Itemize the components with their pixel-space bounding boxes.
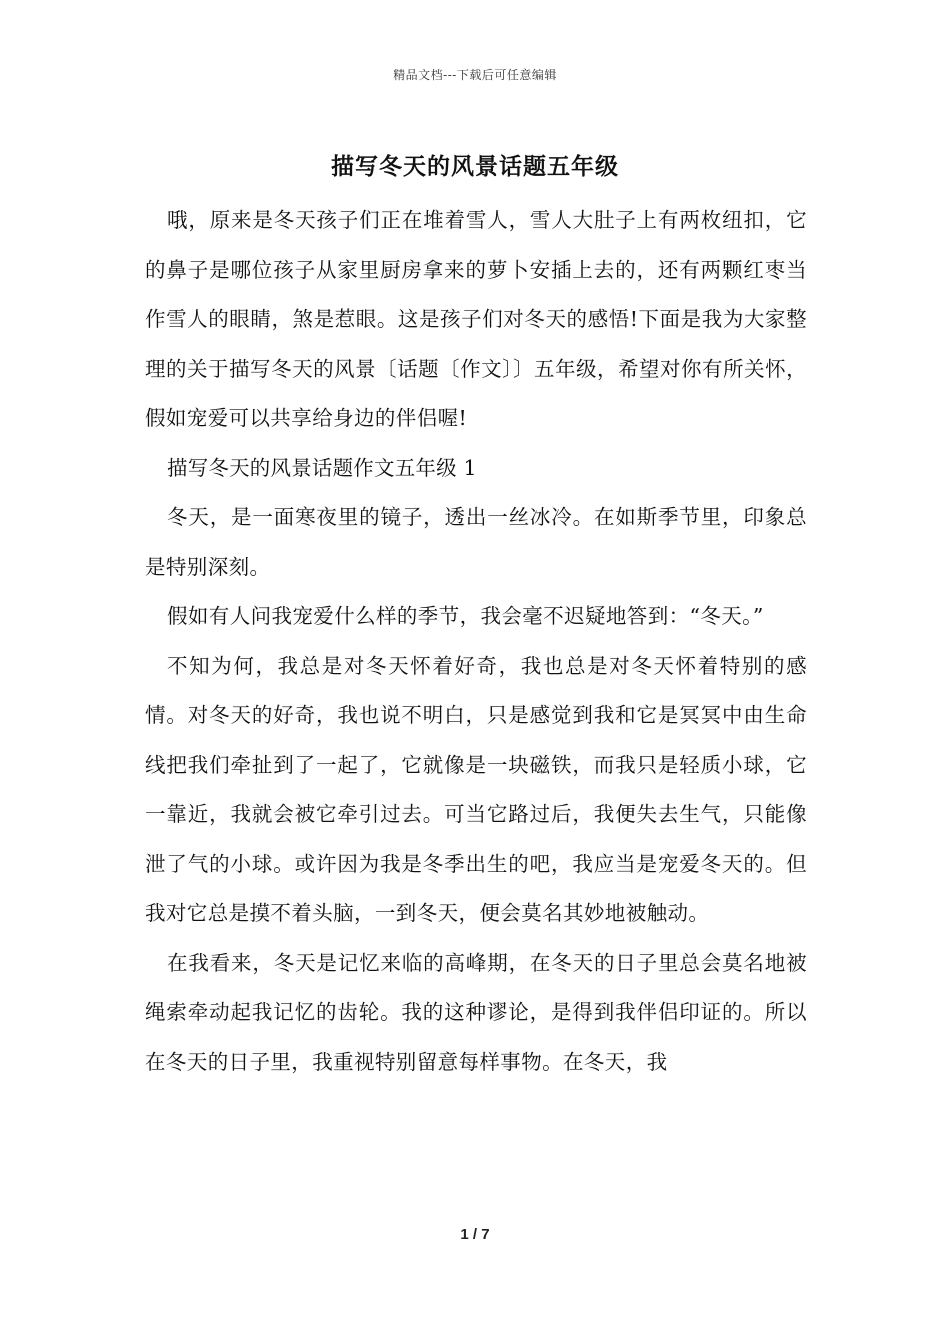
body-paragraph: 在我看来，冬天是记忆来临的高峰期，在冬天的日子里总会莫名地被绳索牵动起我记忆的齿轮。我的这种谬论，是得到我伴侣印证的。所以在冬天的日子里，我重视特别留意每样事物。在冬天，我 — [145, 950, 807, 1074]
body-paragraph-intro: 哦，原来是冬天孩子们正在堆着雪人，雪人大肚子上有两枚纽扣，它的鼻子是哪位孩子从家里厨房拿来的萝卜安插上去的，还有两颗红枣当作雪人的眼睛，煞是惹眼。这是孩子们对冬天的感悟!下面是我为大家整理的关于描写冬天的风景〔话题〔作文〕〕五年级，希望对你有所关怀，假如宠爱可以共享给身边的伴侣喔! — [145, 208, 807, 430]
body-paragraph: 不知为何，我总是对冬天怀着好奇，我也总是对冬天怀着特别的感情。对冬天的好奇，我也说不明白，只是感觉到我和它是冥冥中由生命线把我们牵扯到了一起了，它就像是一块磁铁，而我只是轻质小球，它一靠近，我就会被它牵引过去。可当它路过后，我便失去生气，只能像泄了气的小球。或许因为我是冬季出生的吧，我应当是宠爱冬天的。但我对它总是摸不着头脑，一到冬天，便会莫名其妙地被触动。 — [145, 653, 807, 925]
document-body — [145, 196, 807, 1087]
header-note: 精品文档---下载后可任意编辑 — [393, 68, 557, 82]
page-number: 1 / 7 — [460, 1226, 490, 1243]
section-heading: 描写冬天的风景话题作文五年级 1 — [167, 455, 477, 480]
body-paragraph: 冬天，是一面寒夜里的镜子，透出一丝冰冷。在如斯季节里，印象总是特别深刻。 — [145, 505, 807, 579]
document-title: 描写冬天的风景话题五年级 — [331, 153, 619, 180]
body-paragraph: 假如有人问我宠爱什么样的季节，我会毫不迟疑地答到：“冬天。” — [167, 604, 764, 628]
